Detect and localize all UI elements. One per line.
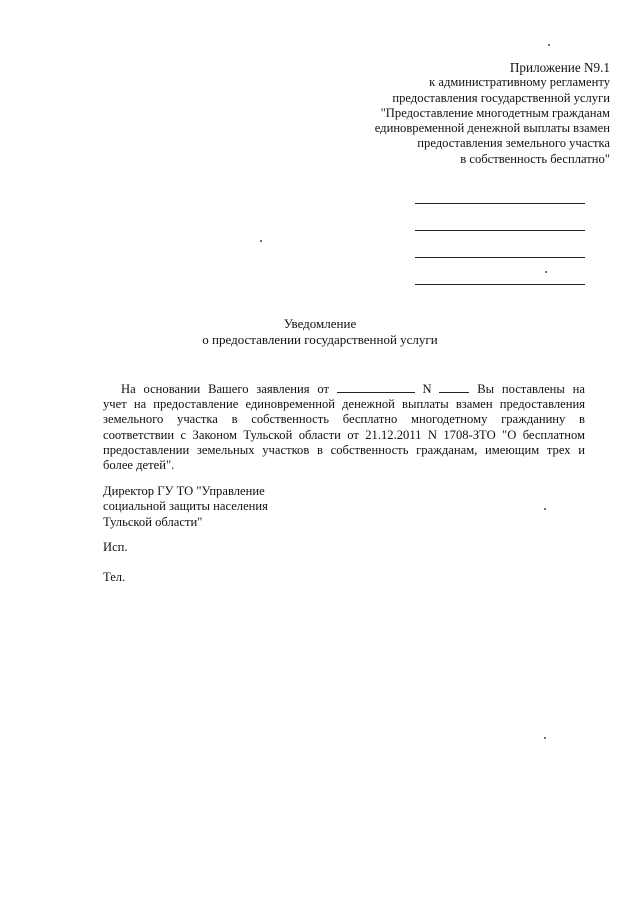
body-line: земельного участка в собственность бесплатно многодетному гражданину в [103, 412, 585, 427]
appendix-title: Приложение N9.1 [509, 60, 610, 75]
appendix-line: единовременной денежной выплаты взамен [374, 121, 610, 136]
signature-line: Директор ГУ ТО "Управление [103, 484, 265, 498]
recipient-line [415, 284, 585, 285]
scan-speck [260, 240, 262, 242]
number-blank [439, 381, 469, 393]
recipient-line [415, 203, 585, 204]
body-text-fragment: Вы поставлены на [477, 382, 585, 396]
notice-heading [0, 316, 640, 348]
body-line: предоставлении земельных участков в собственность гражданам, имеющим трех и [103, 442, 585, 457]
body-line [103, 381, 585, 397]
body-line: учет на предоставление единовременной денежной выплаты взамен предоставления [103, 397, 585, 412]
signature-line: социальной защиты населения [103, 499, 268, 514]
body-text-fragment: На основании Вашего заявления от [121, 382, 329, 396]
notice-title: Уведомление [283, 316, 357, 331]
scan-speck [548, 44, 550, 46]
appendix-line: "Предоставление многодетным гражданам [380, 105, 610, 120]
scan-speck [544, 737, 546, 739]
recipient-line [415, 230, 585, 231]
recipient-fields [415, 203, 585, 311]
signature-block [103, 484, 268, 530]
notice-subtitle: о предоставлении государственной услуги [202, 332, 438, 347]
date-blank [337, 381, 415, 393]
executor-label: Исп. [103, 540, 128, 554]
phone-label: Тел. [103, 570, 126, 584]
notice-body [103, 381, 585, 473]
appendix-header [310, 60, 610, 167]
body-text-fragment: N [422, 382, 432, 396]
scan-speck [545, 271, 547, 273]
body-line: более детей". [103, 458, 175, 473]
scan-speck [544, 508, 546, 510]
appendix-line: предоставления государственной услуги [392, 90, 610, 105]
recipient-line [415, 257, 585, 258]
appendix-line: к административному регламенту [429, 75, 610, 90]
body-line: соответствии с Законом Тульской области от 21.12.2011 N 1708-ЗТО "О бесплатном [103, 427, 585, 442]
signature-line: Тульской области" [103, 514, 203, 529]
appendix-line: в собственность бесплатно" [460, 151, 610, 166]
appendix-line: предоставления земельного участка [417, 136, 610, 151]
